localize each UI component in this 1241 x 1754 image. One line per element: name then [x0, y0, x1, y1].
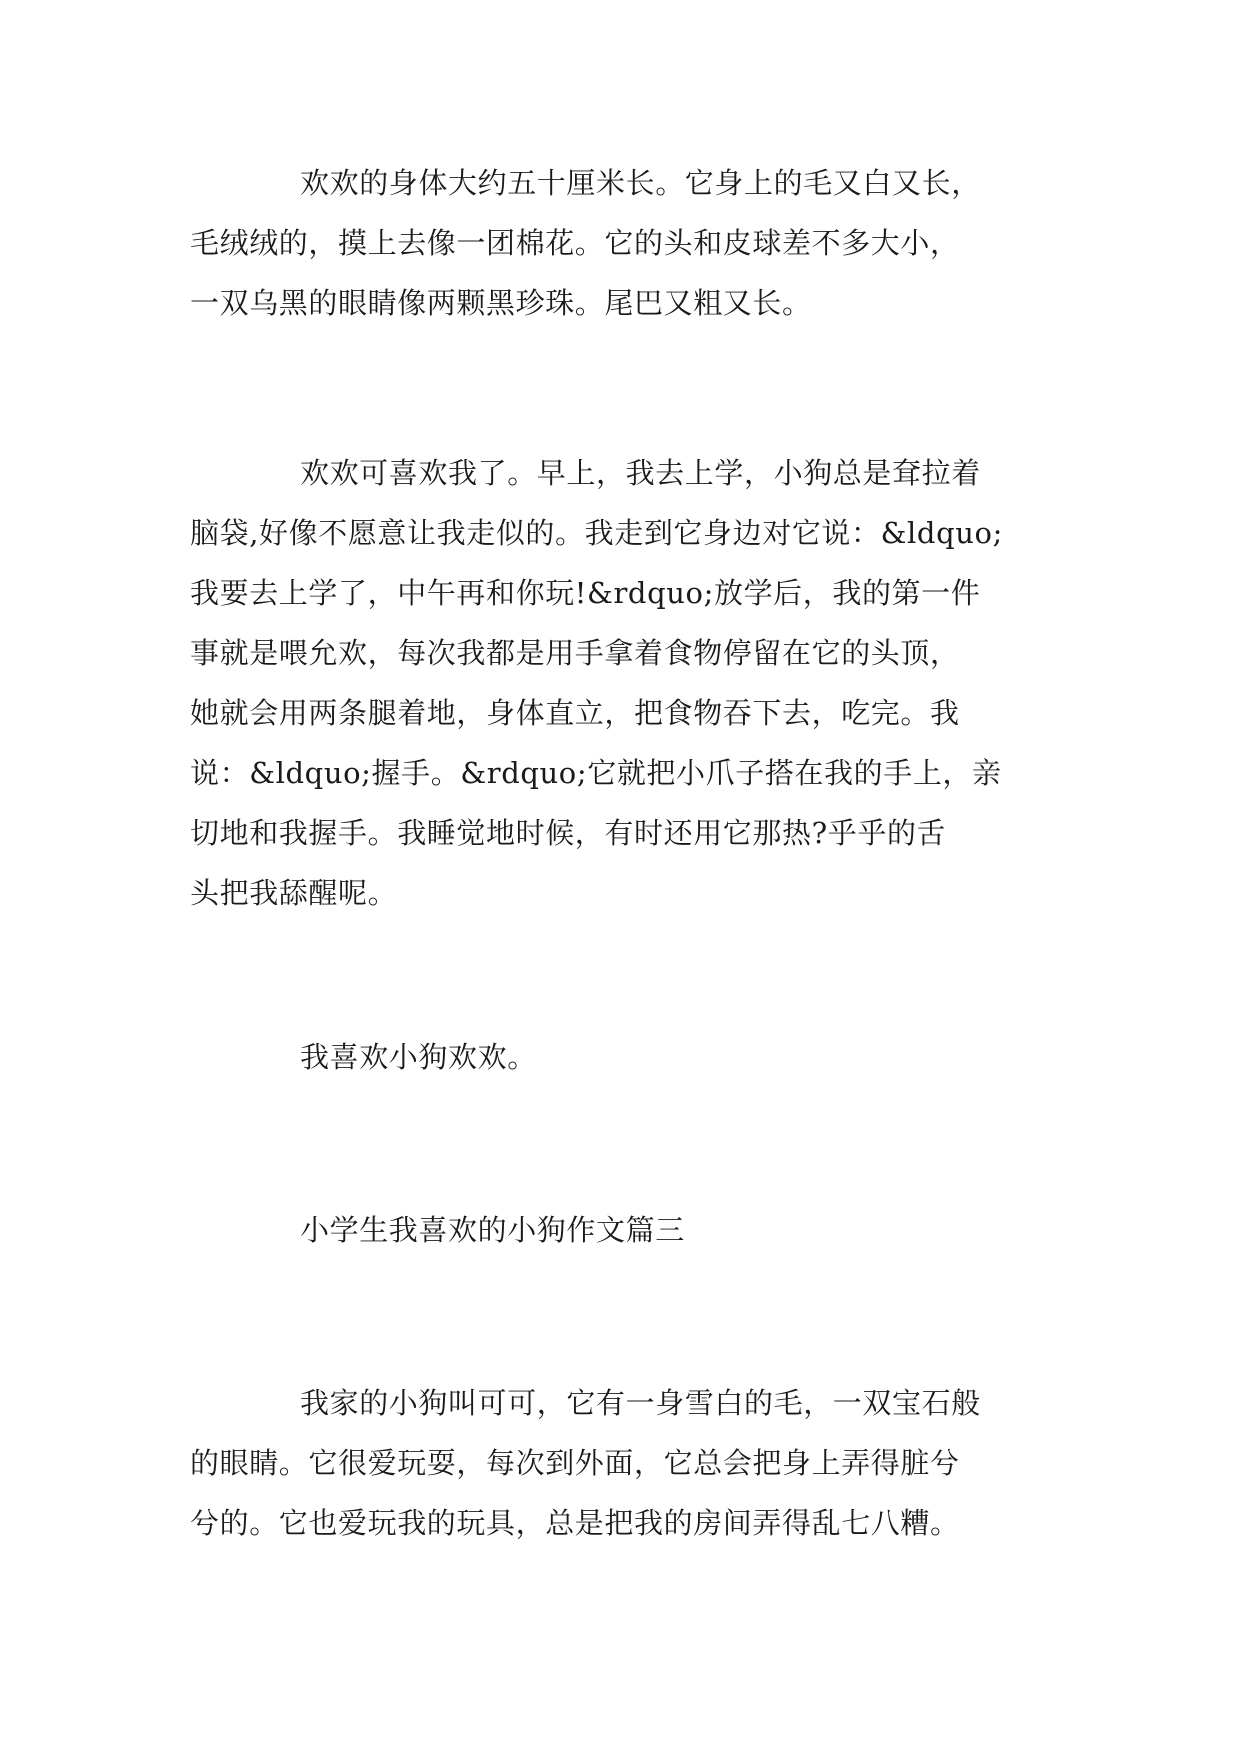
paragraph-2-line-5: 她就会用两条腿着地，身体直立，把食物吞下去，吃完。我 [190, 696, 960, 730]
paragraph-2-line-4: 事就是喂允欢，每次我都是用手拿着食物停留在它的头顶， [190, 636, 960, 670]
paragraph-1-line-2: 毛绒绒的，摸上去像一团棉花。它的头和皮球差不多大小， [190, 226, 960, 260]
paragraph-2-line-6: 说：&ldquo;握手。&rdquo;它就把小爪子搭在我的手上，亲 [190, 756, 1002, 790]
paragraph-2-line-2: 脑袋,好像不愿意让我走似的。我走到它身边对它说：&ldquo; [190, 516, 1003, 550]
paragraph-1-line-1: 欢欢的身体大约五十厘米长。它身上的毛又白又长， [300, 166, 981, 200]
paragraph-1-line-3: 一双乌黑的眼睛像两颗黑珍珠。尾巴又粗又长。 [190, 286, 812, 320]
paragraph-2-line-3: 我要去上学了，中午再和你玩!&rdquo;放学后，我的第一件 [190, 576, 981, 610]
section-title: 小学生我喜欢的小狗作文篇三 [300, 1213, 685, 1247]
paragraph-4-line-2: 的眼睛。它很爱玩耍，每次到外面，它总会把身上弄得脏兮 [190, 1446, 960, 1480]
paragraph-4-line-1: 我家的小狗叫可可，它有一身雪白的毛，一双宝石般 [300, 1386, 981, 1420]
paragraph-3-line-1: 我喜欢小狗欢欢。 [300, 1040, 537, 1074]
paragraph-2-line-8: 头把我舔醒呢。 [190, 876, 398, 910]
paragraph-2-line-7: 切地和我握手。我睡觉地时候，有时还用它那热?乎乎的舌 [190, 816, 947, 850]
paragraph-2-line-1: 欢欢可喜欢我了。早上，我去上学，小狗总是耷拉着 [300, 456, 981, 490]
paragraph-4-line-3: 兮的。它也爱玩我的玩具，总是把我的房间弄得乱七八糟。 [190, 1506, 960, 1540]
